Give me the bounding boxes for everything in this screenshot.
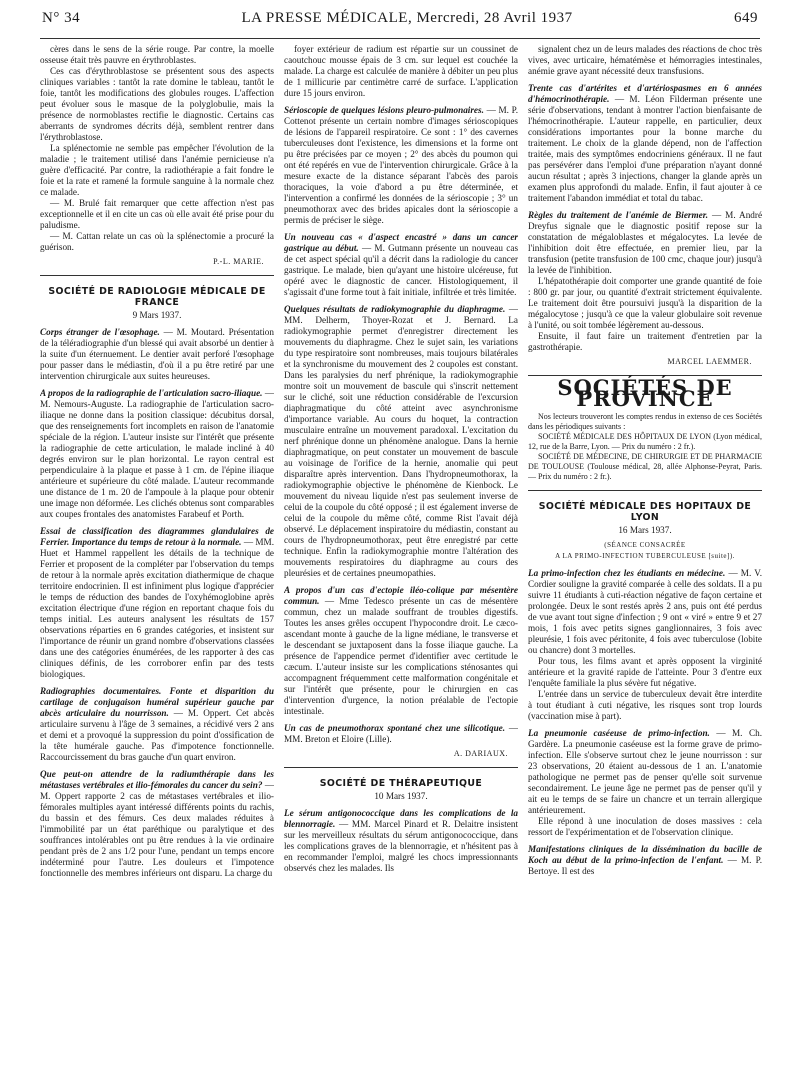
communication-text: — M. V. Cordier souligne la gravité comparée à celle des soldats. Il a pu suivre 11 étudiants à cuti-réaction négative de façon certaine et prolongée. Deux le sont restés après 2 ans, puis ont été perdus de vue avant tout signe d'infection ; 9 ont « viré » entre 9 et 27 mois, 1 fois avec petits signes ganglionnaires, 3 fois avec pleurésie, 1 fois avec péritonite, 4 fois avec tuberculose (lobite ou chancre) dont 3 mortelles. — [528, 568, 762, 655]
society-heading: SOCIÉTÉ DE RADIOLOGIE MÉDICALE DE FRANCE — [48, 286, 266, 308]
paragraph: Pour tous, les films avant et après opposent la virginité antérieure et la gravité rapide de l'atteinte. Pour 3 d'entre eux l'enquête familiale la plus sévère fut négative. — [528, 656, 762, 688]
paragraph: Ensuite, il faut faire un traitement d'entretien par la gastrothérapie. — [528, 331, 762, 352]
communication-text: — Mme Tedesco présente un cas de mésentère commun, chez un malade souffrant de troubles digestifs. Toutes les anses grêles occupent l'hypocondre droit. Le cæco-ascendant monte à gauche de la ligne médiane, le transverse et le descendant se juxtaposent dans la fosse iliaque gauche. La présence de l'appendice permet d'identifier avec certitude le cæcum. L'auteur insiste sur les complications sténosantes qui accompagnent fréquemment cette malformation congénitale et sur l'intérêt que présente, pour le chirurgien en cas d'intervention d'urgence, la notion préalable de l'ectopie intestinale. — [284, 596, 518, 716]
note-line: Nos lecteurs trouveront les comptes rendus in extenso de ces Sociétés dans les périodiques suivants : — [528, 412, 762, 431]
communication-title: Essai de classification des diagrammes glandulaires de Ferrier. Importance du temps de retour à la normale. — [40, 526, 274, 547]
communication-text: — M. Oppert. Cet abcès articulaire survenu à l'âge de 3 semaines, a récidivé vers 2 ans et demi et a provoqué la suppression du point d'ossification de la tête humérale gauche. Pas d'impotence fonctionnelle. Raccourcissement du bras gauche d'un quart environ. — [40, 708, 274, 762]
communication-text: — M. Léon Filderman présente une série d'observations, tendant à montrer l'action bienfaisante de l'hémocrinothérapie. L'auteur rappelle, en particulier, deux considérations importantes pour la bonne marche du traitement. Le choix de la glande dépend, non de l'affection traitée, mais des symptômes endocriniens généraux. Il ne faut pas persévérer dans l'emploi d'une préparation n'ayant donné aucun résultat ; après 3 injections, changer la glande après un examen plus approfondi du malade. Enfin, il faut ajouter à ce traitement l'abandon immédiat et total du tabac. — [528, 94, 762, 203]
issue-number: N° 34 — [42, 10, 81, 26]
session-note: (SÉANCE CONSACRÉE — [604, 541, 686, 549]
paragraph: cères dans le sens de la série rouge. Par contre, la moelle osseuse était très pauvre en érythroblastes. — [40, 44, 274, 65]
communication-text: — MM. Breton et Eloire (Lille). — [284, 723, 518, 744]
paragraph: La splénectomie ne semble pas empêcher l'évolution de la maladie ; le traitement utilisé dans l'anémie pernicieuse n'a guère d'efficacité. Par contre, la radiothérapie a fait fondre le foie et la rate et ramené la formule sanguine à la normale chez ce malade. — [40, 143, 274, 197]
communication-title: A propos d'un cas d'ectopie iléo-colique par mésentère commun. — [284, 585, 518, 606]
communication-text: — M. Ch. Gardère. La pneumonie caséeuse est la forme grave de primo-infection. Elle s'observe surtout chez le jeune nourrisson : sur 23 observations, 20 étaient au-dessous de 1 an. L'anatomie pathologique ne permet pas de penser qu'elle soit survenue secondairement. Le jeune âge ne permet pas de penser qu'il y ait eu le temps de se faire un chancre et un terrain allergique antérieurement. — [528, 728, 762, 815]
communication-text: — M. Nemours-Auguste. La radiographie de l'articulation sacro-iliaque ne donne dans la position classique: décubitus dorsal, que des renseignements fort incomplets en raison de l'anatomie spéciale de la région. L'auteur insiste sur l'intérêt que présente la radiographie de cette articulation, le malade incliné à 40 degrés environ sur le plan horizontal. Le rayon central est perpendiculaire à la plaque et passe à 1 cm. de l'épine iliaque antérieure et supérieure du côté malade. L'auteur recommande une distance de 1 m. 20 de l'ampoule à la plaque pour obtenir une image non déformée. Les clichés obtenus sont comparables aux coupes frontales des anatomistes Farabeuf et Porth. — [40, 388, 274, 519]
communication-title: Le sérum antigonococcique dans les complications de la blennorragie. — [284, 808, 518, 829]
communication — [40, 327, 274, 382]
society-heading: SOCIÉTÉ DE THÉRAPEUTIQUE — [319, 778, 483, 789]
communication — [528, 83, 762, 204]
paragraph: L'entrée dans un service de tuberculeux devait être interdite à tout étudiant à cuti négative, les risques sont trop lourds (vaccination mise à part). — [528, 689, 762, 721]
communication-text: — M. Oppert rapporte 2 cas de métastases vertébrales et ilio-fémorales multiples ayant intéressé différents points du rachis, du bassin et des fémurs. Ces deux malades réduites à l'immobilité par un état paréthique ou paralytique et des souffrances intolérables ont pu être rendues à la vie ordinaire pendant près de 2 ans 1/2 pour l'une, pendant un temps encore indéterminé pour l'autre. Les douleurs et l'impotence fonctionnelle des membres inférieurs ont disparu. La charge du — [40, 780, 274, 878]
communication-text: — M. P. Cottenot présente un certain nombre d'images sérioscopiques de lésions de l'appareil respiratoire. Ce sont : 1° des cavernes tuberculeuses dont l'existence, les dimensions et la forme ont pu être précisées par ce moyen ; 2° des abcès du poumon qui ont été repérés en vue de l'intervention chirurgicale. Grâce à la mesure exacte de la distance séparant l'abcès des parois thoraciques, la voie d'abord a pu être déterminée, et l'intervention a confirmé les données de la sérioscopie ; 3° un pneumothorax avec des brides apicales dont la sérioscopie a permis de préciser le siège. — [284, 105, 518, 225]
page-number: 649 — [734, 10, 758, 26]
communication — [528, 568, 762, 656]
communication — [40, 526, 274, 680]
author-signature: P.-L. MARIE. — [213, 257, 264, 266]
communication-title: Que peut-on attendre de la radiumthérapie dans les métastases vertébrales et ilio-fémorales du cancer du sein? — [40, 769, 274, 790]
province-heading: SOCIÉTÉS DE PROVINCE — [557, 375, 733, 411]
issue-date: Mercredi, 28 Avril 1937 — [416, 10, 573, 26]
communication-title: La primo-infection chez les étudiants en médecine. — [528, 568, 726, 578]
communication-title: Un nouveau cas « d'aspect encastré » dans un cancer gastrique au début. — [284, 232, 518, 253]
communication-title: Manifestations cliniques de la dissémination du bacille de Koch au début de la primo-infection de l'enfant. — [528, 844, 762, 865]
communication-title: La pneumonie caséeuse de primo-infection. — [528, 728, 710, 738]
communication-title: Quelques résultats de radiokymographie du diaphragme. — [284, 304, 506, 314]
communication-title: Sérioscopie de quelques lésions pleuro-pulmonaires. — [284, 105, 484, 115]
header-rule — [40, 38, 760, 39]
journal-title: LA PRESSE MÉDICALE, Mercredi, 28 Avril 1937 — [241, 10, 573, 26]
communication — [284, 585, 518, 717]
paragraph: Elle répond à une inoculation de doses massives : cela ressort de l'expérimentation et de l'observation clinique. — [528, 816, 762, 837]
section-divider — [40, 275, 274, 276]
society-heading: SOCIÉTÉ MÉDICALE DES HOPITAUX DE LYON — [538, 501, 752, 523]
paragraph: signalent chez un de leurs malades des réactions de choc très vives, avec urticaire, hématémèse et hémorragies intestinales, anémie grave ayant nécessité deux transfusions. — [528, 44, 762, 76]
session-date: 9 Mars 1937. — [132, 310, 182, 320]
communication-title: Règles du traitement de l'anémie de Biermer. — [528, 210, 709, 220]
author-signature: MARCEL LAEMMER. — [667, 357, 752, 366]
communication — [528, 728, 762, 816]
page-header — [42, 10, 758, 32]
communication — [40, 388, 274, 520]
communication-title: Radiographies documentaires. Fonte et disparition du cartilage de conjugaison huméral supérieur gauche par abcès articulaire du nourrisson. — [40, 686, 274, 718]
paragraph: foyer extérieur de radium est répartie sur un coussinet de caoutchouc mousse épais de 3 cm. sur lequel est couchée la malade. La charge est calculée de manière à débiter un peu plus de 1 millicurie par centimètre carré de surface. L'application dure 15 jours environ. — [284, 44, 518, 98]
communication — [284, 808, 518, 874]
session-date: 10 Mars 1937. — [374, 791, 428, 801]
note-line: SOCIÉTÉ DE MÉDECINE, DE CHIRURGIE ET DE PHARMACIE DE TOULOUSE (Toulouse médical, 28, allée Alphonse-Peyrat, Paris. — Prix du numéro : 2 fr.). — [528, 452, 762, 481]
communication-text: — MM. Huet et Hammel rappellent les détails de la technique de Ferrier et proposent de la compléter par l'observation du temps de retour à la normale après excitation diathermique de chaque territoire endocrinien. Il est infiniment plus logique d'apprécier le temps de réduction des bandes de l'oxyhémoglobine après excitation électrique d'une région en reportant chaque fois du temps initial. Les auteurs analysent les résultats de 157 observations réparties en 6 grandes catégories, et insistent sur l'importance de réunir un grand nombre d'observations classées dans une des catégories énumérées, de les rapporter à des cas cliniques définis, de les corroborer enfin par des tests biologiques. — [40, 537, 274, 679]
communication-title: A propos de la radiographie de l'articulation sacro-iliaque. — [40, 388, 263, 398]
paragraph: L'hépatothérapie doit comporter une grande quantité de foie : 800 gr. par jour, ou quantité d'extrait strictement équivalente. Le traitement doit être poursuivi jusqu'à la disparition de la mégalocytose ; jusqu'à ce que la valeur globulaire soit revenue à l'unité, ou soit tombée légèrement au-dessous. — [528, 276, 762, 330]
communication — [40, 769, 274, 879]
communication — [284, 304, 518, 579]
communication — [40, 686, 274, 763]
communication-title: Un cas de pneumothorax spontané chez une silicotique. — [284, 723, 506, 733]
journal-name: LA PRESSE MÉDICALE — [241, 10, 408, 26]
communication-text: — M. Gutmann présente un nouveau cas de cet aspect spécial qu'il a décrit dans la radiologie du cancer gastrique. Le malade, bien qu'ayant une histoire ulcéreuse, fut opéré avec le diagnostic de cancer. Histologiquement, il s'agissait d'une forme tout à fait initiale, infiltrée et très limitée. — [284, 243, 518, 297]
column-1 — [40, 44, 274, 1074]
column-3 — [528, 44, 762, 1074]
communication — [284, 232, 518, 298]
communication-text: — MM. Delherm, Thoyer-Rozat et J. Bernard. La radiokymographie permet d'enregistrer directement les mouvements du diaphragme. Chez le sujet sain, les variations du type respiratoire sont nombreuses, mais toujours bilatérales et la synchronisme du mouvement des 2 coupoles est constant. Dans les paralysies du nerf phrénique, la radiokymographie montre soit un mouvement de bascule qui s'inscrit nettement sur le cliché, soit une réduction considérable de l'excursion diaphragmatique du côté atteint avec asynchronisme d'importance variable. Au cours du hoquet, la contraction musculaire entraîne un mouvement paradoxal. L'excitation du nerf phrénique donne un phénomène analogue. Dans la hernie diaphragmatique, on peut constater un mouvement de bascule au voisinage de l'orifice de la hernie, anomalie qui peut disparaître après intervention. Dans l'hydropneumothorax, la radiokymographie objective le phénomène de Kienbock. Le mouvement du niveau liquide n'est pas seulement inverse de celui de la coupole du côté opposé ; il est également inverse de celui de la coupole du même côté, comme Rist l'avait déjà observé. Le déplacement inspiratoire du médiastin, constant au cours de l'hydropneumothorax, peut être enregistré par cette technique. Enfin la radiokymographie montre l'altération des mouvements respiratoires du diaphragme au cours des pleurésies et de certaines pneumopathies. — [284, 304, 518, 578]
section-divider — [528, 490, 762, 491]
section-divider — [284, 767, 518, 768]
author-signature: A. DARIAUX. — [453, 749, 508, 758]
communication-title: Corps étranger de l'œsophage. — [40, 327, 160, 337]
paragraph: — M. Cattan relate un cas où la splénectomie a procuré la guérison. — [40, 231, 274, 252]
communication-text: — M. André Dreyfus signale que le diagnostic positif repose sur la constatation de mégaloblastes et mégalocytes. La levée de l'inhibition doit être effectuée, en premier lieu, par la transfusion (petite transfusion de 100 cmc, chaque jour) jusqu'à la levée de l'inhibition. — [528, 210, 762, 275]
paragraph: — M. Brulé fait remarquer que cette affection n'est pas exceptionnelle et il en cite un cas où elle avait été prise pour du paludisme. — [40, 198, 274, 230]
communication — [528, 844, 762, 877]
communication — [528, 210, 762, 276]
session-note: A LA PRIMO-INFECTION TUBERCULEUSE [suite]). — [555, 552, 735, 560]
communication-text: — M. Moutard. Présentation de la téléradiographie d'un blessé qui avait absorbé un dentier à la suite d'un éternuement. Le dentier avait perforé l'œsophage pour passer dans le médiastin, d'où il a pu être retiré par une intervention chirurgicale aux suites heureuses. — [40, 327, 274, 381]
communication-title: Trente cas d'artérites et d'artériospasmes en 6 années d'hémocrinothérapie. — [528, 83, 762, 104]
communication-text: — M. P. Bertoye. Il est des — [528, 855, 762, 876]
note-line: SOCIÉTÉ MÉDICALE DES HÔPITAUX DE LYON (Lyon médical, 12, rue de la Barre, Lyon. — Prix du numéro : 2 fr.). — [528, 432, 762, 451]
communication — [284, 723, 518, 745]
paragraph: Ces cas d'érythroblastose se présentent sous des aspects cliniques variables : tantôt la rate domine le tableau, tantôt le foie, tantôt les modifications des globules rouges. L'affection peut évoluer sous le masque de la polyglobulie, mais la présence de normoblastes rectifie le diagnostic. Certains cas aberrants de syndromes décrits déjà, semblent rentrer dans l'érythroblastose. — [40, 66, 274, 142]
communication-text: — MM. Marcel Pinard et R. Delaitre insistent sur les merveilleux résultats du sérum antigonococcique, dans les complications graves de la blennorragie, et n'hésitent pas à en recommander l'emploi, malgré les chocs impressionnants observés chez les malades. Ils — [284, 819, 518, 873]
session-date: 16 Mars 1937. — [618, 525, 672, 535]
periodicals-note — [528, 412, 762, 482]
article-columns — [40, 44, 762, 1074]
communication — [284, 105, 518, 226]
column-2 — [284, 44, 518, 1074]
